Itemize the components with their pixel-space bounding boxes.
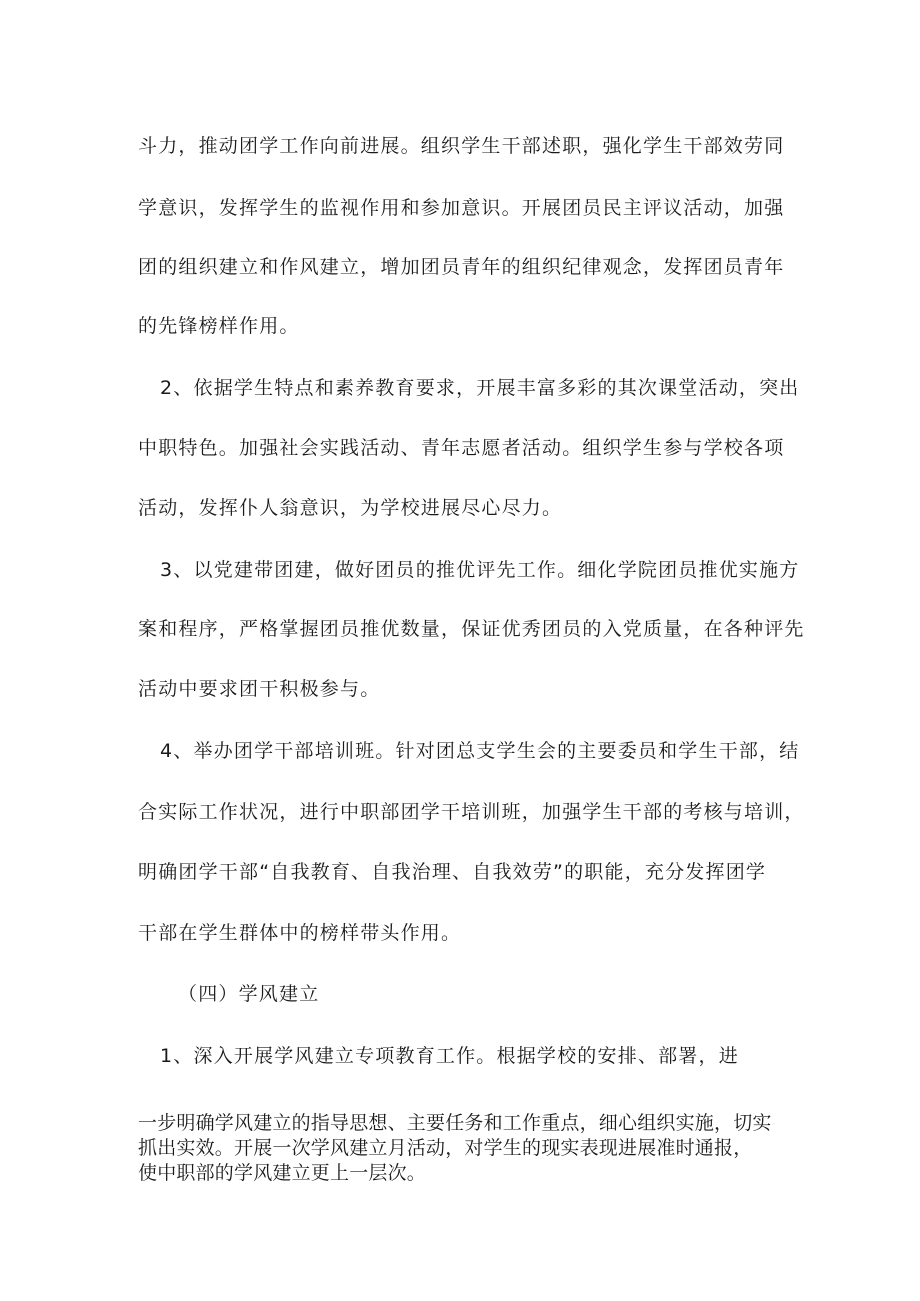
paragraph-line: 4、举办团学干部培训班。针对团总支学生会的主要委员和学生干部，结 [160, 740, 800, 762]
paragraph-line: 团的组织建立和作风建立，增加团员青年的组织纪律观念，发挥团员青年 [138, 256, 785, 278]
paragraph-line: 使中职部的学风建立更上一层次。 [138, 1162, 427, 1184]
paragraph-line: 干部在学生群体中的榜样带头作用。 [138, 922, 462, 944]
paragraph-line: 抓出实效。开展一次学风建立月活动，对学生的现实表现进展准时通报， [138, 1137, 753, 1159]
paragraph-line: 3、以党建带团建，做好团员的推优评先工作。细化学院团员推优实施方 [160, 559, 800, 581]
paragraph-line: 合实际工作状况，进行中职部团学干培训班，加强学生干部的考核与培训， [138, 801, 805, 823]
paragraph-line: 学意识，发挥学生的监视作用和参加意识。开展团员民主评议活动，加强 [138, 197, 785, 219]
paragraph-line: 1、深入开展学风建立专项教育工作。根据学校的安排、部署，进 [160, 1045, 739, 1067]
paragraph-line: 2、依据学生特点和素养教育要求，开展丰富多彩的其次课堂活动，突出 [160, 377, 800, 399]
paragraph-line: 案和程序，严格掌握团员推优数量，保证优秀团员的入党质量，在各种评先 [138, 618, 805, 640]
paragraph-line: 活动中要求团干积极参与。 [138, 678, 381, 700]
paragraph-line: 中职特色。加强社会实践活动、青年志愿者活动。组织学生参与学校各项 [138, 437, 785, 459]
paragraph-line: 活动，发挥仆人翁意识，为学校进展尽心尽力。 [138, 497, 563, 519]
section-heading: （四）学风建立 [178, 983, 320, 1005]
paragraph-line: 斗力，推动团学工作向前进展。组织学生干部述职，强化学生干部效劳同 [138, 135, 785, 157]
paragraph-line: 的先锋榜样作用。 [138, 315, 300, 337]
paragraph-line: 明确团学干部“自我教育、自我治理、自我效劳”的职能，充分发挥团学 [138, 861, 767, 883]
paragraph-line: 一步明确学风建立的指导思想、主要任务和工作重点，细心组织实施，切实 [138, 1112, 772, 1134]
